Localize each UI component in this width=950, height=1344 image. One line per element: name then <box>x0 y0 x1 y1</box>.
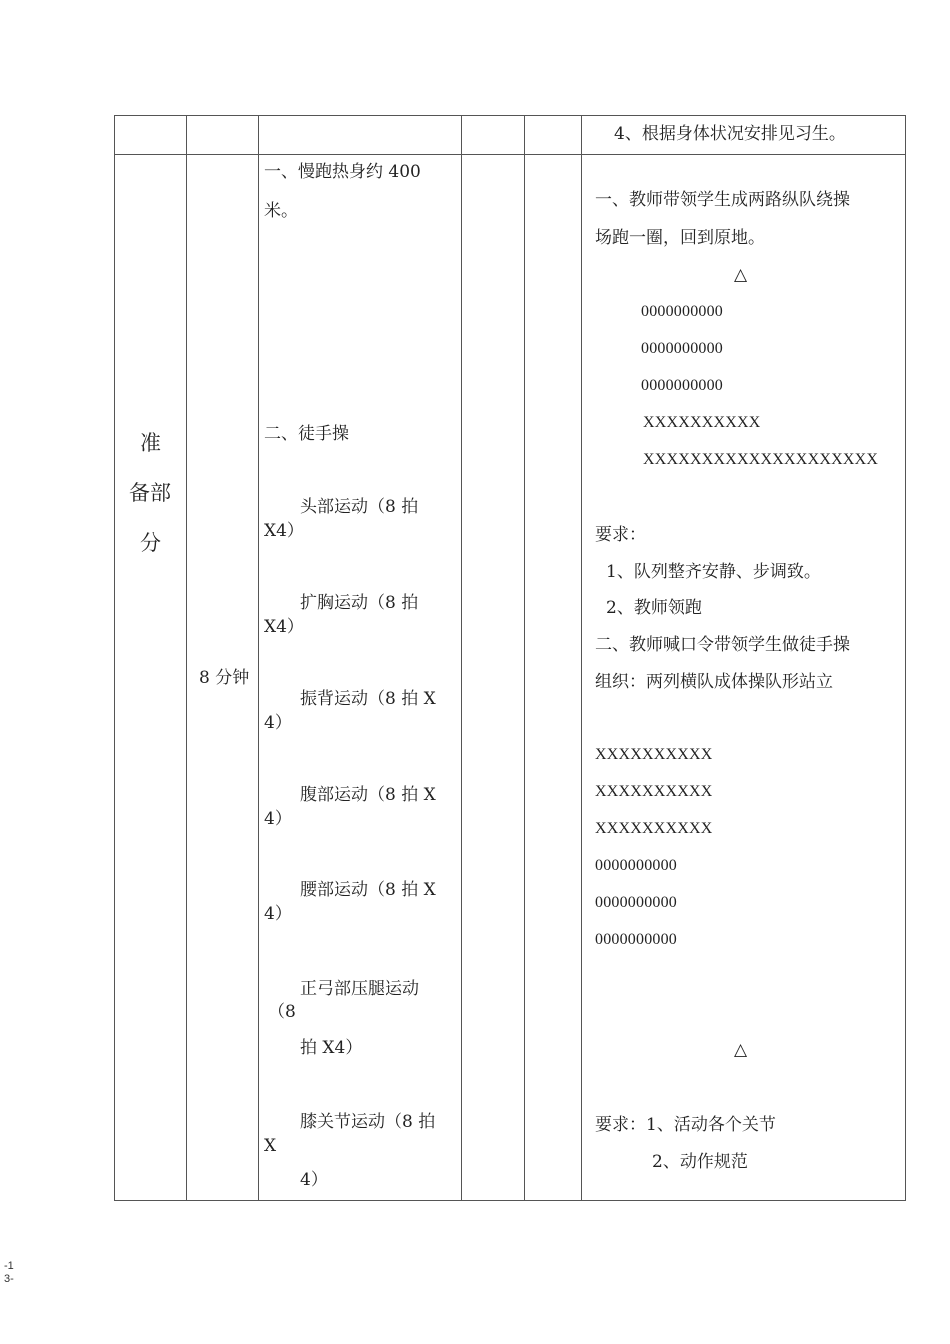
exercise-4-line1: 腹部运动（8 拍 X <box>300 785 436 805</box>
exercise-5-line1: 腰部运动（8 拍 X <box>300 880 436 900</box>
exercise-4-line2: 4） <box>264 809 292 829</box>
req-1: 1、队列整齐安静、步调致。 <box>606 562 821 582</box>
section-name-line-3: 分 <box>140 531 161 555</box>
teacher-triangle-icon: △ <box>734 265 748 285</box>
item1-line2: 米。 <box>264 201 298 221</box>
exercise-7-line3: 4） <box>300 1170 328 1190</box>
formation1-row-4: XXXXXXXXXX <box>643 414 761 431</box>
exercise-6-line2: （8 <box>268 1002 296 1022</box>
item2-title: 二、徒手操 <box>264 424 349 444</box>
req-title: 要求： <box>595 525 646 545</box>
formation2-row-6: 0000000000 <box>595 931 677 948</box>
formation1-row-5: XXXXXXXXXXXXXXXXXXXX <box>643 451 879 468</box>
exercise-1-line1: 头部运动（8 拍 <box>300 497 419 517</box>
org-p2-line1: 二、教师喊口令带领学生做徒手操 <box>595 635 850 655</box>
page-number-line-1: -1 <box>4 1260 14 1272</box>
exercise-7-line2: X <box>264 1136 277 1156</box>
formation2-row-4: 0000000000 <box>595 857 677 874</box>
top-row-note: 4、根据身体状况安排见习生。 <box>614 124 846 144</box>
duration-text: 8 分钟 <box>199 668 250 688</box>
exercise-3-line2: 4） <box>264 713 292 733</box>
exercise-1-line2: X4） <box>264 521 304 541</box>
org-p1-line1: 一、教师带领学生成两路纵队绕操 <box>595 190 850 210</box>
exercise-2-line2: X4） <box>264 617 304 637</box>
section-name-line-2: 备部 <box>129 481 171 505</box>
formation2-row-2: XXXXXXXXXX <box>595 783 713 800</box>
section-name-line-1: 准 <box>140 431 161 455</box>
exercise-6-line1: 正弓部压腿运动 <box>300 979 419 999</box>
org-p2-line2: 组织：两列横队成体操队形站立 <box>595 672 833 692</box>
formation2-row-3: XXXXXXXXXX <box>595 820 713 837</box>
formation2-row-5: 0000000000 <box>595 894 677 911</box>
exercise-3-line1: 振背运动（8 拍 X <box>300 689 436 709</box>
exercise-2-line1: 扩胸运动（8 拍 <box>300 593 419 613</box>
req2-line1: 要求：1、活动各个关节 <box>595 1115 776 1135</box>
formation2-row-1: XXXXXXXXXX <box>595 746 713 763</box>
teacher-triangle-icon-2: △ <box>734 1040 748 1060</box>
req-2: 2、教师领跑 <box>606 598 702 618</box>
exercise-7-line1: 膝关节运动（8 拍 <box>300 1112 436 1132</box>
exercise-5-line2: 4） <box>264 904 292 924</box>
formation1-row-2: 0000000000 <box>641 340 723 357</box>
exercise-6-line3: 拍 X4） <box>300 1038 363 1058</box>
item1-line1: 一、慢跑热身约 400 <box>264 162 421 182</box>
req2-line2: 2、动作规范 <box>652 1152 748 1172</box>
formation1-row-3: 0000000000 <box>641 377 723 394</box>
org-p1-line2: 场跑一圈，回到原地。 <box>595 228 765 248</box>
formation1-row-1: 0000000000 <box>641 303 723 320</box>
page-number-line-2: 3- <box>4 1273 14 1285</box>
